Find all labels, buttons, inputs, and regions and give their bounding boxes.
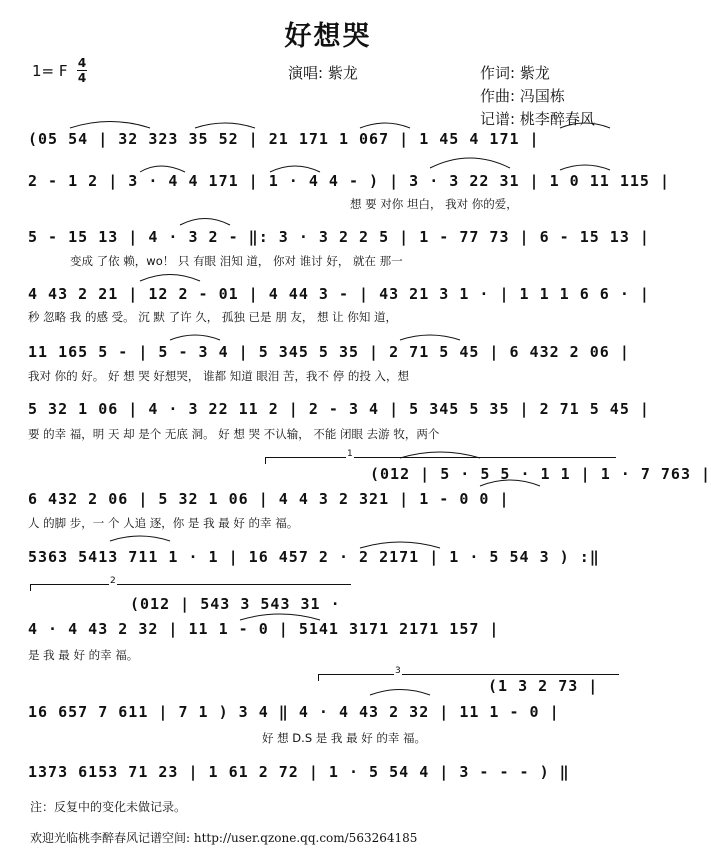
score-line-5-lyrics: 我对 你的 好。 好 想 哭 好想哭， 谁都 知道 眼泪 苦，我不 停 的投 入，想 (28, 369, 410, 383)
time-signature-top: 4 (77, 56, 87, 70)
key-signature: 1= F (32, 62, 68, 80)
score-line-13-lyrics: 好 想 D.S 是 我 最 好 的幸 福。 (262, 731, 427, 745)
transcriber-credit: 记谱: 桃李醉春风 (480, 110, 595, 128)
score-line-3-notes: 5 - 15 13 | 4 · 3 2 - ‖: 3 · 3 2 2 5 | 1 - 77 73 | 6 - 15 13 | (28, 228, 650, 246)
score-line-8-notes: 6 432 2 06 | 5 32 1 06 | 4 4 3 2 321 | 1 - 0 0 | (28, 490, 510, 508)
score-line-11-notes: 4 · 4 43 2 32 | 11 1 - 0 | 5141 3171 2171 157 | (28, 620, 500, 638)
score-line-2-notes: 2 - 1 2 | 3 · 4 4 171 | 1 · 4 4 - ) | 3 · 3 22 31 | 1 0 11 115 | (28, 172, 670, 190)
score-line-6-notes: 5 32 1 06 | 4 · 3 22 11 2 | 2 - 3 4 | 5 345 5 35 | 2 71 5 45 | (28, 400, 650, 418)
score-line-7-intro-notes: (012 | 5 · 5 5 · 1 1 | 1 · 7 763 | (370, 465, 711, 483)
score-line-1-notes: (05 54 | 32 323 35 52 | 21 171 1 067 | 1 45 4 171 | (28, 130, 540, 148)
score-line-4-notes: 4 43 2 21 | 12 2 - 01 | 4 44 3 - | 43 21 3 1 · | 1 1 1 6 6 · | (28, 285, 650, 303)
lyricist-credit: 作词: 紫龙 (480, 64, 550, 82)
score-line-11-lyrics: 是 我 最 好 的幸 福。 (28, 648, 139, 662)
singer-credit: 演唱: 紫龙 (288, 64, 358, 82)
score-line-9-notes: 5363 5413 711 1 · 1 | 16 457 2 · 2 2171 | 1 · 5 54 3 ) :‖ (28, 548, 600, 566)
score-line-3-lyrics: 变成 了依 赖，wo！ 只 有眼 泪知 道， 你对 谁讨 好， 就在 那一 (70, 254, 403, 268)
footer-link-text: 欢迎光临桃李醉春风记谱空间: http://user.qzone.qq.com/563264185 (30, 831, 418, 845)
score-line-10-intro-notes: (012 | 543 3 543 31 · (130, 595, 341, 613)
volta-1-label: 1 (347, 449, 353, 459)
score-line-14-notes: 1373 6153 71 23 | 1 61 2 72 | 1 · 5 54 4 | 3 - - - ) ‖ (28, 763, 570, 781)
composer-credit: 作曲: 冯国栋 (480, 87, 565, 105)
time-signature-bottom: 4 (77, 71, 87, 85)
volta-3-label: 3 (395, 666, 401, 676)
score-line-13-notes: 16 657 7 611 | 7 1 ) 3 4 ‖ 4 · 4 43 2 32 | 11 1 - 0 | (28, 703, 560, 721)
score-line-8-lyrics: 人 的脚 步，一 个 人追 逐，你 是 我 最 好 的幸 福。 (28, 516, 299, 530)
score-line-6-lyrics: 要 的幸 福，明 天 却 是个 无底 洞。 好 想 哭 不认输， 不能 闭眼 去游 牧，两个 (28, 427, 440, 441)
score-line-5-notes: 11 165 5 - | 5 - 3 4 | 5 345 5 35 | 2 71 5 45 | 6 432 2 06 | (28, 343, 630, 361)
footnote: 注：反复中的变化未做记录。 (30, 800, 187, 814)
volta-2-label: 2 (110, 576, 116, 586)
score-line-12-intro-notes: (1 3 2 73 | (488, 677, 599, 695)
score-line-2-lyrics: 想 要 对你 坦白， 我对 你的爱， (350, 197, 518, 211)
song-title: 好想哭 (284, 21, 372, 52)
score-line-4-lyrics: 秒 忽略 我 的感 受。 沉 默 了许 久， 孤独 已是 朋 友， 想 让 你知 道， (28, 310, 397, 324)
